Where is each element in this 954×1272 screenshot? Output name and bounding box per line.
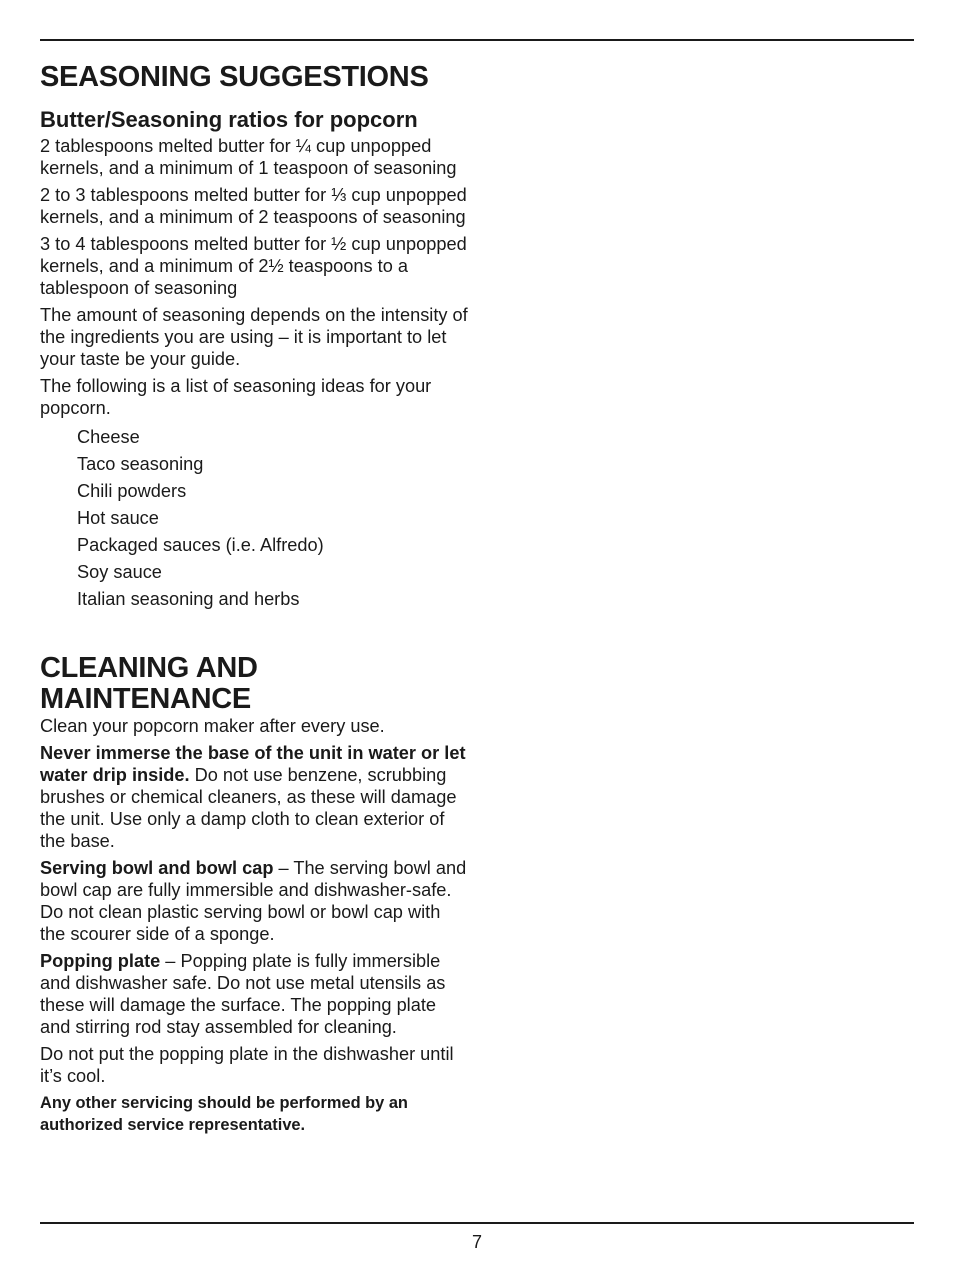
list-item: Taco seasoning: [77, 454, 204, 474]
seasoning-title: SEASONING SUGGESTIONS: [40, 61, 429, 93]
immerse-warning: [40, 742, 470, 852]
immerse-warning-text: Do not use benzene, scrubbing brushes or chemical cleaners, as these will damage the unit. Use only a damp cloth to clean exterior of the base.: [40, 765, 457, 851]
list-item: Chili powders: [77, 481, 187, 501]
plate-note: Do not put the popping plate in the dishwasher until it’s cool.: [40, 1044, 454, 1086]
plate-text: – Popping plate is fully immersible and dishwasher safe. Do not use metal utensils as these will damage the surface. The popping plate and stirring rod stay assembled for cleaning.: [40, 951, 446, 1037]
top-rule: [40, 39, 914, 41]
list-item: Hot sauce: [77, 508, 159, 528]
bottom-rule: [40, 1222, 914, 1224]
ratio-paragraph-1: 2 tablespoons melted butter for ¼ cup unpopped kernels, and a minimum of 1 teaspoon of seasoning: [40, 136, 457, 178]
list-item: Italian seasoning and herbs: [77, 589, 300, 609]
list-item: Soy sauce: [77, 562, 162, 582]
list-item: Packaged sauces (i.e. Alfredo): [77, 535, 324, 555]
list-intro: The following is a list of seasoning ideas for your popcorn.: [40, 376, 432, 418]
seasoning-ideas-list: [40, 424, 470, 613]
content-column: [40, 56, 470, 1141]
service-note: Any other servicing should be performed by an authorized service representative.: [40, 1094, 408, 1134]
amount-note: The amount of seasoning depends on the intensity of the ingredients you are using – it is important to let your taste be your guide.: [40, 305, 468, 369]
ratio-paragraph-3: 3 to 4 tablespoons melted butter for ½ cup unpopped kernels, and a minimum of 2½ teaspoons to a tablespoon of seasoning: [40, 234, 467, 298]
bowl-heading: Serving bowl and bowl cap: [40, 858, 274, 878]
cleaning-title-line-1: CLEANING AND: [40, 652, 258, 684]
bowl-paragraph: [40, 857, 470, 945]
cleaning-intro: Clean your popcorn maker after every use.: [40, 716, 385, 736]
plate-heading: Popping plate: [40, 951, 161, 971]
ratio-paragraph-2: 2 to 3 tablespoons melted butter for ⅓ cup unpopped kernels, and a minimum of 2 teaspoons of seasoning: [40, 185, 467, 227]
page-number: 7: [471, 1232, 482, 1252]
plate-paragraph: [40, 950, 470, 1038]
cleaning-title-line-2: MAINTENANCE: [40, 683, 251, 715]
bowl-text: – The serving bowl and bowl cap are fully immersible and dishwasher-safe. Do not clean plastic serving bowl or bowl cap with the scourer side of a sponge.: [40, 858, 467, 944]
immerse-warning-bold: Never immerse the base of the unit in water or let water drip inside.: [40, 743, 466, 785]
cleaning-title: [40, 653, 470, 715]
list-item: Cheese: [77, 427, 140, 447]
ratios-subtitle: Butter/Seasoning ratios for popcorn: [40, 107, 418, 132]
